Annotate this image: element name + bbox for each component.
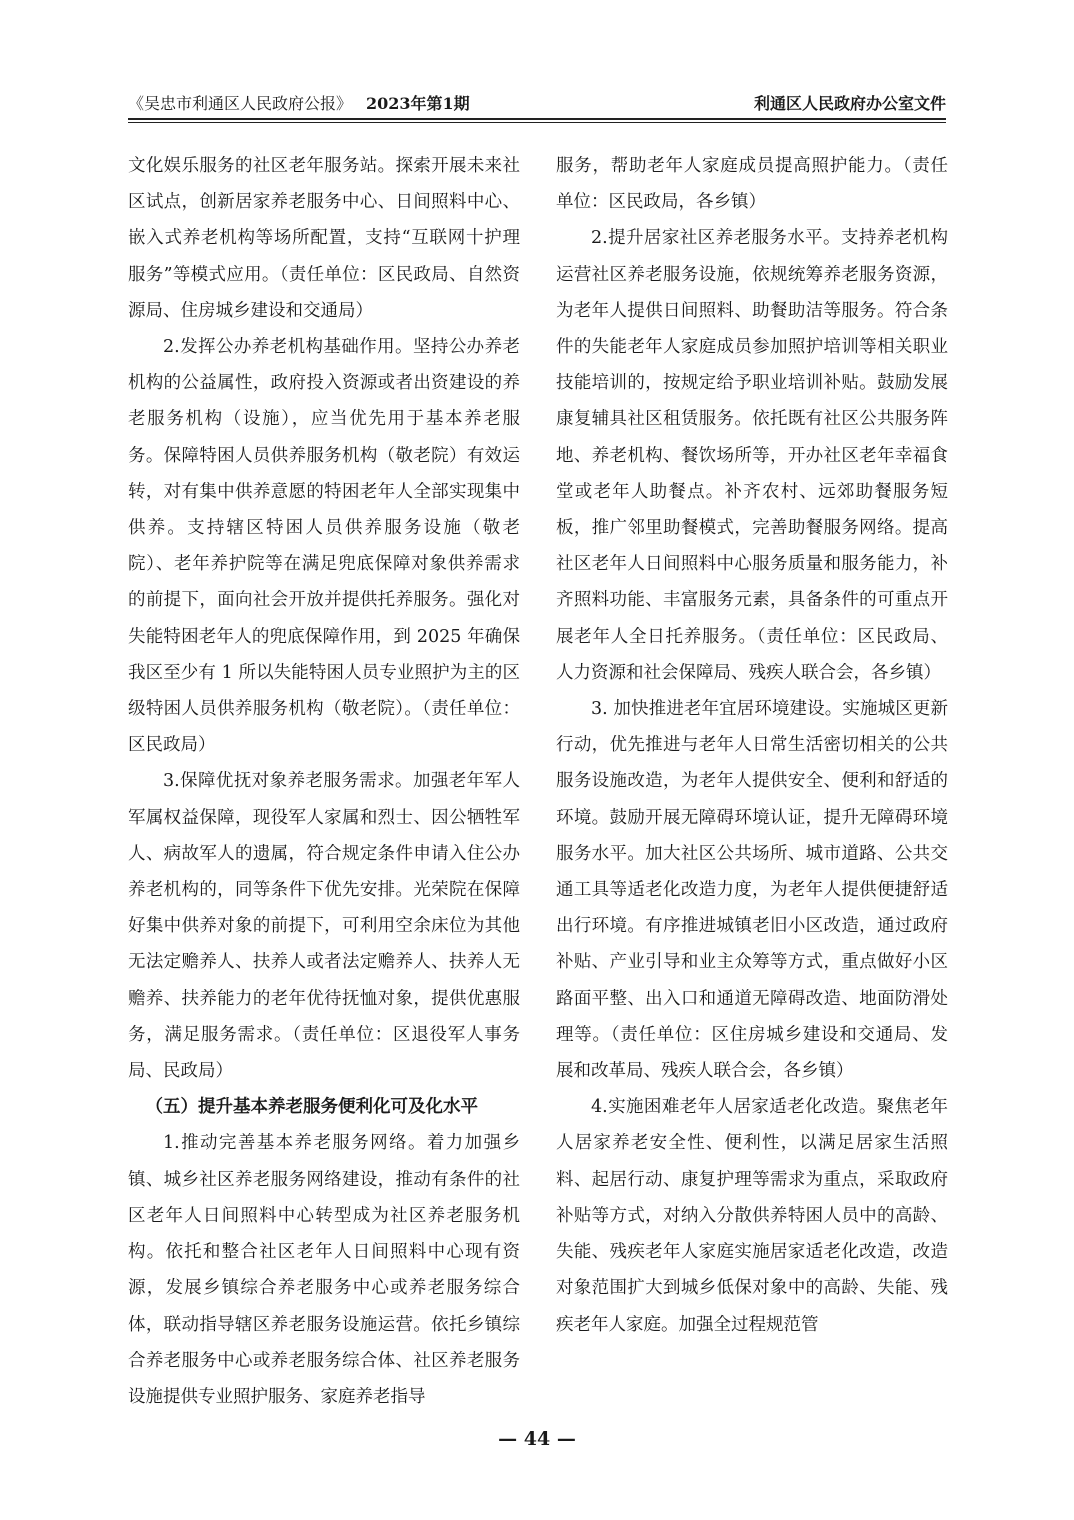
paragraph: 服务，帮助老年人家庭成员提高照护能力。（责任单位：区民政局，各乡镇） [556, 156, 948, 213]
paragraph: 1.推动完善基本养老服务网络。着力加强乡镇、城乡社区养老服务网络建设，推动有条件的社区老年人日间照料中心转型成为社区养老服务机构。依托和整合社区老年人日间照料中心现有资源，发展乡镇综合养老服务中心或养老服务综合体，联动指导辖区养老服务设施运营。依托乡镇综合养老服务中心或养老服务综合体、社区养老服务设施提供专业照护服务、家庭养老指导 [128, 1133, 520, 1407]
journal-title: 《吴忠市利通区人民政府公报》 [128, 94, 353, 113]
section-heading: （五）提升基本养老服务便利化可及化水平 [145, 1097, 478, 1118]
paragraph: 4.实施困难老年人居家适老化改造。聚焦老年人居家养老安全性、便利性，以满足居家生活照料、起居行动、康复护理等需求为重点，采取政府补贴等方式，对纳入分散供养特困人员中的高龄、失能、残疾老年人家庭实施居家适老化改造，改造对象范围扩大到城乡低保对象中的高龄、失能、残疾老年人家庭。加强全过程规范管 [556, 1097, 948, 1335]
paragraph: 文化娱乐服务的社区老年服务站。探索开展未来社区试点，创新居家养老服务中心、日间照料中心、嵌入式养老机构等场所配置，支持“互联网十护理服务”等模式应用。（责任单位：区民政局、自然资源局、住房城乡建设和交通局） [128, 156, 520, 321]
page-number: — 44 — [498, 1428, 576, 1450]
paragraph: 3.保障优抚对象养老服务需求。加强老年军人军属权益保障，现役军人家属和烈士、因公牺牲军人、病故军人的遗属，符合规定条件申请入住公办养老机构的，同等条件下优先安排。光荣院在保障好集中供养对象的前提下，可利用空余床位为其他无法定赡养人、扶养人或者法定赡养人、扶养人无赡养、扶养能力的老年优待抚恤对象，提供优惠服务，满足服务需求。（责任单位：区退役军人事务局、民政局） [128, 771, 520, 1082]
header-rule-thick [128, 118, 946, 120]
left-column [128, 148, 520, 1415]
right-column [556, 148, 948, 1343]
paragraph: 3. 加快推进老年宜居环境建设。实施城区更新行动，优先推进与老年人日常生活密切相关的公共服务设施改造，为老年人提供安全、便利和舒适的环境。鼓励开展无障碍环境认证，提升无障碍环境服务水平。加大社区公共场所、城市道路、公共交通工具等适老化改造力度，为老年人提供便捷舒适出行环境。有序推进城镇老旧小区改造，通过政府补贴、产业引导和业主众筹等方式，重点做好小区路面平整、出入口和通道无障碍改造、地面防滑处理等。（责任单位：区住房城乡建设和交通局、发展和改革局、残疾人联合会，各乡镇） [556, 699, 948, 1082]
issue-label: 2023年第1期 [366, 94, 470, 113]
paragraph: 2.提升居家社区养老服务水平。支持养老机构运营社区养老服务设施，依规统筹养老服务资源，为老年人提供日间照料、助餐助洁等服务。符合条件的失能老年人家庭成员参加照护培训等相关职业技能培训的，按规定给予职业培训补贴。鼓励发展康复辅具社区租赁服务。依托既有社区公共服务阵地、养老机构、餐饮场所等，开办社区老年幸福食堂或老年人助餐点。补齐农村、远郊助餐服务短板，推广邻里助餐模式，完善助餐服务网络。提高社区老年人日间照料中心服务质量和服务能力，补齐照料功能、丰富服务元素，具备条件的可重点开展老年人全日托养服务。（责任单位：区民政局、人力资源和社会保障局、残疾人联合会，各乡镇） [556, 228, 948, 683]
header-rule-thin [128, 122, 946, 123]
paragraph: 2.发挥公办养老机构基础作用。坚持公办养老机构的公益属性，政府投入资源或者出资建设的养老服务机构（设施），应当优先用于基本养老服务。保障特困人员供养服务机构（敬老院）有效运转，对有集中供养意愿的特困老年人全部实现集中供养。支持辖区特困人员供养服务设施（敬老院）、老年养护院等在满足兜底保障对象供养需求的前提下，面向社会开放并提供托养服务。强化对失能特困老年人的兜底保障作用，到 2025 年确保我区至少有 1 所以失能特困人员专业照护为主的区级特困人员供养服务机构（敬老院）。（责任单位：区民政局） [128, 337, 520, 756]
header-left [128, 94, 470, 114]
page-header [128, 78, 946, 122]
office-label: 利通区人民政府办公室文件 [753, 94, 946, 113]
